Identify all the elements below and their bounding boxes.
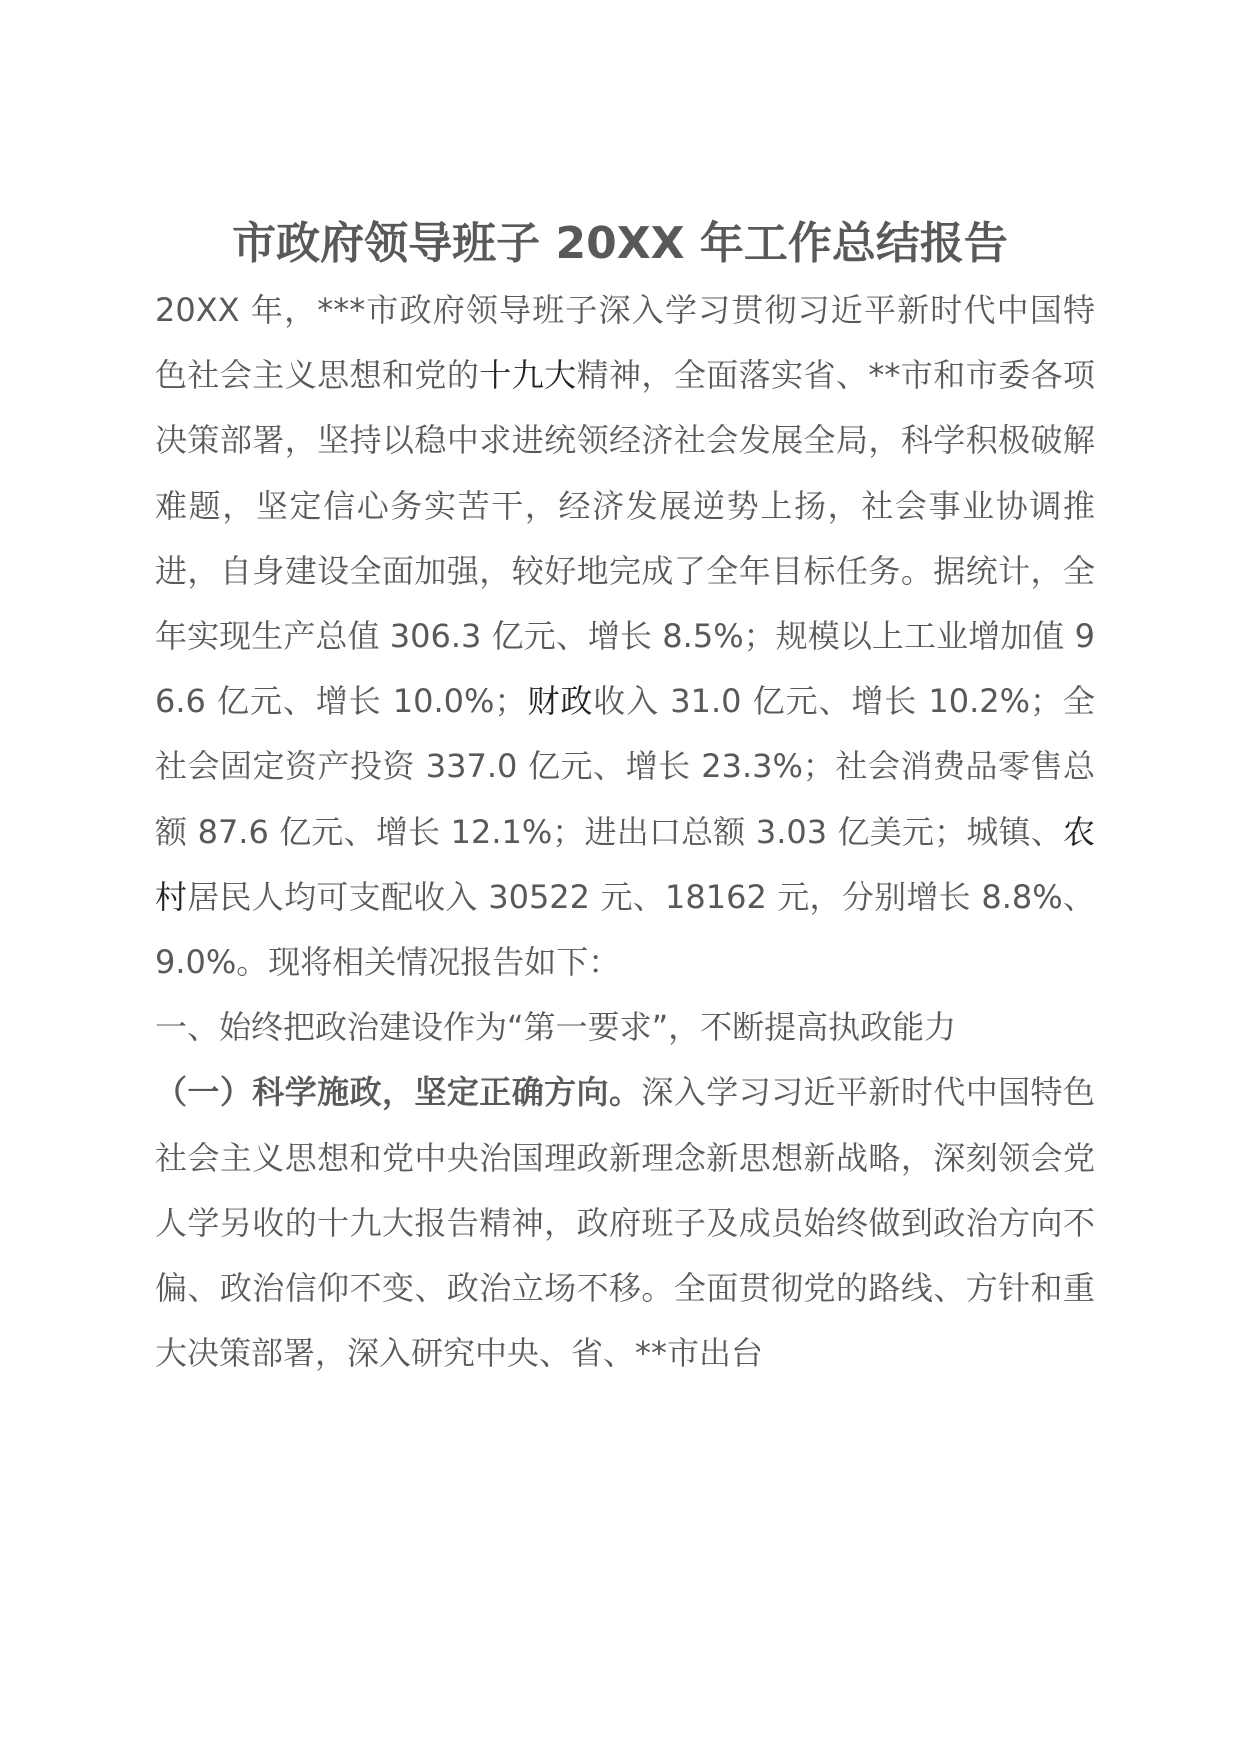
- intro-paragraph: [155, 278, 1095, 995]
- subsection-text: 深入学习习近平新时代中国特色社会主义思想和党中央治国理政新理念新思想新战略，深刻领会党人学另收的十九大报告精神，政府班子及成员始终做到政治方向不偏、政治信仰不变、政治立场不移。全面贯彻党的路线、方针和重大决策部署，深入研究中央、省、**市出台: [155, 1073, 1095, 1373]
- intro-term-shijiuda: 十九大: [479, 356, 577, 395]
- document-title: 市政府领导班子 20XX 年工作总结报告: [232, 218, 1008, 269]
- intro-text-4: 居民人均可支配收入 30522 元、18162 元，分别增长 8.8%、9.0%。现将相关情况报告如下：: [155, 877, 1095, 982]
- intro-text-1: 20XX 年，***市政府领导班子深入学习贯彻习近平新时代中国特色社会主义思想和党的: [155, 291, 1095, 395]
- intro-term-caizheng: 财政: [526, 682, 594, 721]
- intro-text-2: 精神，全面落实省、**市和市委各项决策部署，坚持以稳中求进统领经济社会发展全局，科学积极破解难题，坚定信心务实苦干，经济发展逆势上扬，社会事业协调推进，自身建设全面加强，较好地完成了全年目标任务。据统计，全年实现生产总值 306.3 亿元、增长 8.5%；规模以上工业增加值 96.6 亿元、增长 10.0%；: [155, 356, 1095, 721]
- subsection-label: （一）科学施政，坚定正确方向。: [155, 1073, 642, 1112]
- intro-text-3: 收入 31.0 亿元、增长 10.2%；全社会固定资产投资 337.0 亿元、增长 23.3%；社会消费品零售总额 87.6 亿元、增长 12.1%；进出口总额 3.03 亿美元；城镇、: [155, 682, 1095, 851]
- intro-term-nongcun: 农村: [155, 812, 1095, 916]
- subsection-paragraph: [155, 1060, 1095, 1386]
- document-body: [155, 278, 1095, 1386]
- section-heading: 一、始终把政治建设作为“第一要求”，不断提高执政能力: [155, 1008, 957, 1047]
